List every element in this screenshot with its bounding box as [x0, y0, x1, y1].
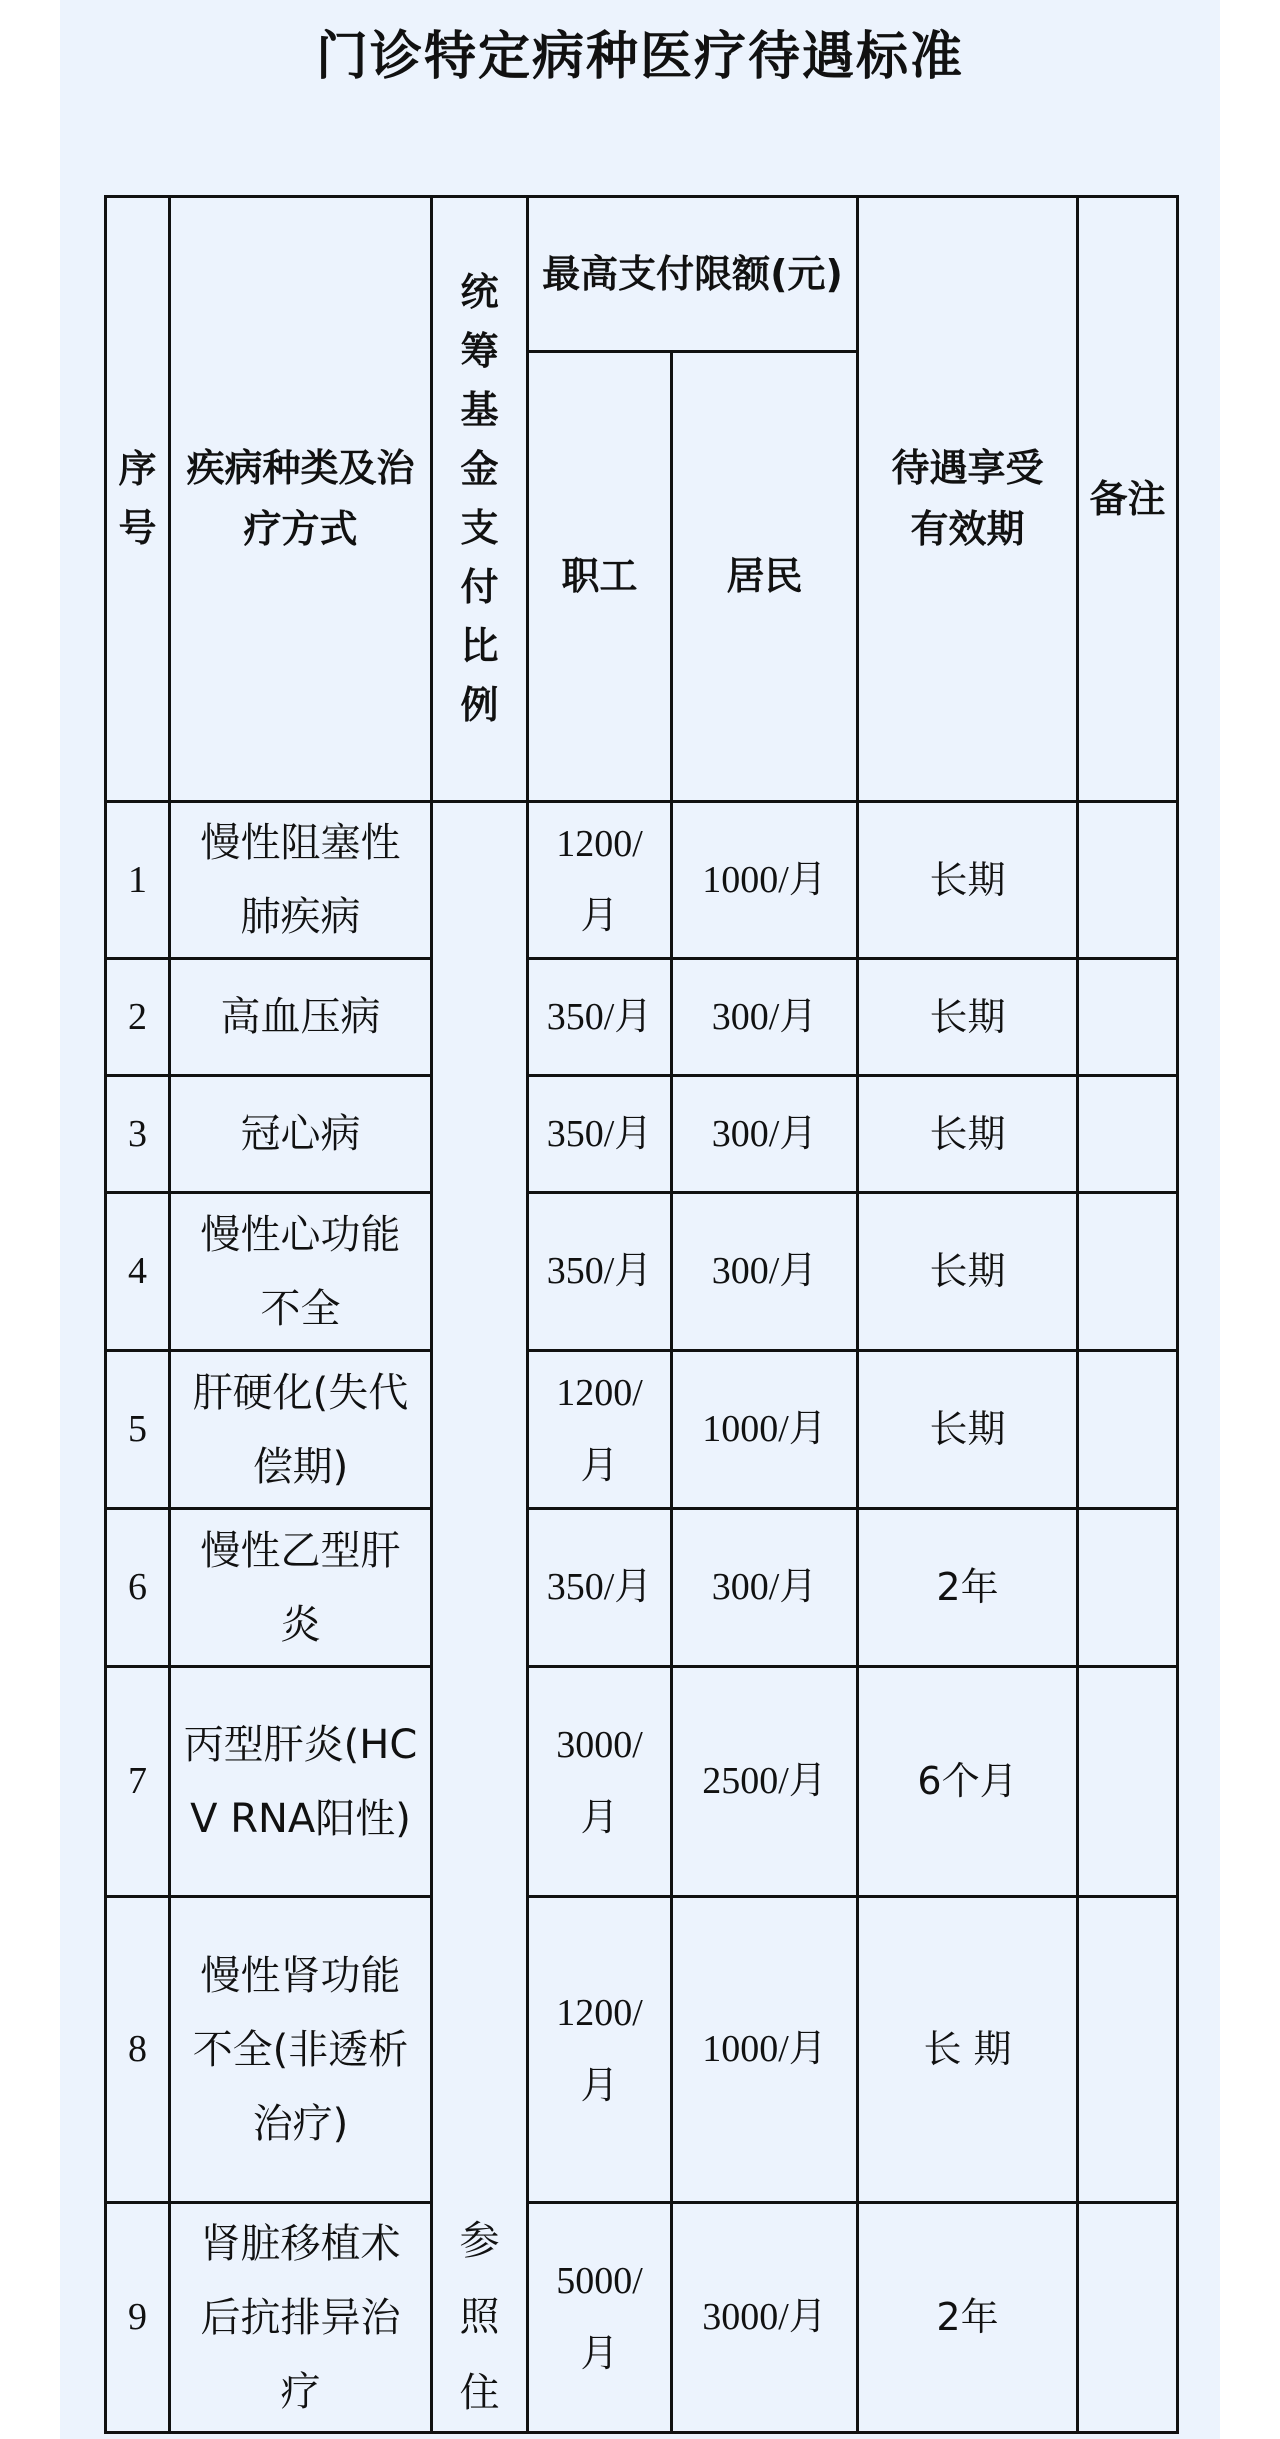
- row-note: [1078, 959, 1178, 1076]
- row-employee: 1200/月: [528, 802, 672, 959]
- row-seq: 9: [106, 2203, 170, 2433]
- row-period: 长期: [858, 959, 1078, 1076]
- row-employee: 350/月: [528, 1076, 672, 1193]
- row-note: [1078, 1509, 1178, 1667]
- ratio-cell: 参照住: [432, 802, 528, 2433]
- row-employee: 1200/月: [528, 1897, 672, 2203]
- row-resident: 3000/月: [672, 2203, 858, 2433]
- row-disease: 慢性乙型肝炎: [170, 1509, 432, 1667]
- table-row: [106, 1193, 1178, 1351]
- row-seq: 3: [106, 1076, 170, 1193]
- table-row: [106, 1667, 1178, 1897]
- row-period: 长期: [858, 802, 1078, 959]
- row-disease: 肾脏移植术后抗排异治疗: [170, 2203, 432, 2433]
- table-row: [106, 1351, 1178, 1509]
- header-limit: 最高支付限额(元): [528, 197, 858, 352]
- table-row: [106, 802, 1178, 959]
- header-employee: 职工: [528, 352, 672, 802]
- table-row: [106, 1509, 1178, 1667]
- row-disease: 高血压病: [170, 959, 432, 1076]
- row-disease: 冠心病: [170, 1076, 432, 1193]
- row-note: [1078, 2203, 1178, 2433]
- row-note: [1078, 1076, 1178, 1193]
- row-resident: 300/月: [672, 959, 858, 1076]
- page-title: 门诊特定病种医疗待遇标准: [315, 27, 964, 87]
- row-resident: 300/月: [672, 1193, 858, 1351]
- row-note: [1078, 1351, 1178, 1509]
- row-resident: 300/月: [672, 1509, 858, 1667]
- row-resident: 1000/月: [672, 802, 858, 959]
- row-seq: 8: [106, 1897, 170, 2203]
- row-note: [1078, 1667, 1178, 1897]
- row-period: 2年: [858, 1509, 1078, 1667]
- row-seq: 1: [106, 802, 170, 959]
- row-disease: 慢性阻塞性肺疾病: [170, 802, 432, 959]
- row-disease: 慢性肾功能不全(非透析治疗): [170, 1897, 432, 2203]
- row-note: [1078, 802, 1178, 959]
- row-period: 2年: [858, 2203, 1078, 2433]
- table-row: [106, 1076, 1178, 1193]
- row-disease: 丙型肝炎(HCV RNA阳性): [170, 1667, 432, 1897]
- row-resident: 1000/月: [672, 1897, 858, 2203]
- row-seq: 6: [106, 1509, 170, 1667]
- row-period: 长期: [858, 1351, 1078, 1509]
- row-note: [1078, 1897, 1178, 2203]
- header-ratio: 统筹基金支付比例: [432, 197, 528, 802]
- row-period: 6个月: [858, 1667, 1078, 1897]
- treatment-standard-table: [104, 195, 1179, 2434]
- header-disease: 疾病种类及治疗方式: [170, 197, 432, 802]
- row-seq: 4: [106, 1193, 170, 1351]
- row-period: 长 期: [858, 1897, 1078, 2203]
- row-disease: 肝硬化(失代偿期): [170, 1351, 432, 1509]
- header-resident: 居民: [672, 352, 858, 802]
- row-resident: 300/月: [672, 1076, 858, 1193]
- row-period: 长期: [858, 1076, 1078, 1193]
- row-employee: 5000/月: [528, 2203, 672, 2433]
- row-employee: 1200/月: [528, 1351, 672, 1509]
- header-row: [106, 197, 1178, 352]
- row-resident: 1000/月: [672, 1351, 858, 1509]
- row-employee: 350/月: [528, 959, 672, 1076]
- table-row: [106, 959, 1178, 1076]
- row-disease: 慢性心功能不全: [170, 1193, 432, 1351]
- row-seq: 7: [106, 1667, 170, 1897]
- header-note: 备注: [1078, 197, 1178, 802]
- table-row: [106, 2203, 1178, 2433]
- table-row: [106, 1897, 1178, 2203]
- row-seq: 2: [106, 959, 170, 1076]
- row-employee: 3000/月: [528, 1667, 672, 1897]
- row-resident: 2500/月: [672, 1667, 858, 1897]
- header-period: 待遇享受有效期: [858, 197, 1078, 802]
- row-seq: 5: [106, 1351, 170, 1509]
- row-employee: 350/月: [528, 1509, 672, 1667]
- row-period: 长期: [858, 1193, 1078, 1351]
- row-note: [1078, 1193, 1178, 1351]
- header-seq: 序号: [106, 197, 170, 802]
- row-employee: 350/月: [528, 1193, 672, 1351]
